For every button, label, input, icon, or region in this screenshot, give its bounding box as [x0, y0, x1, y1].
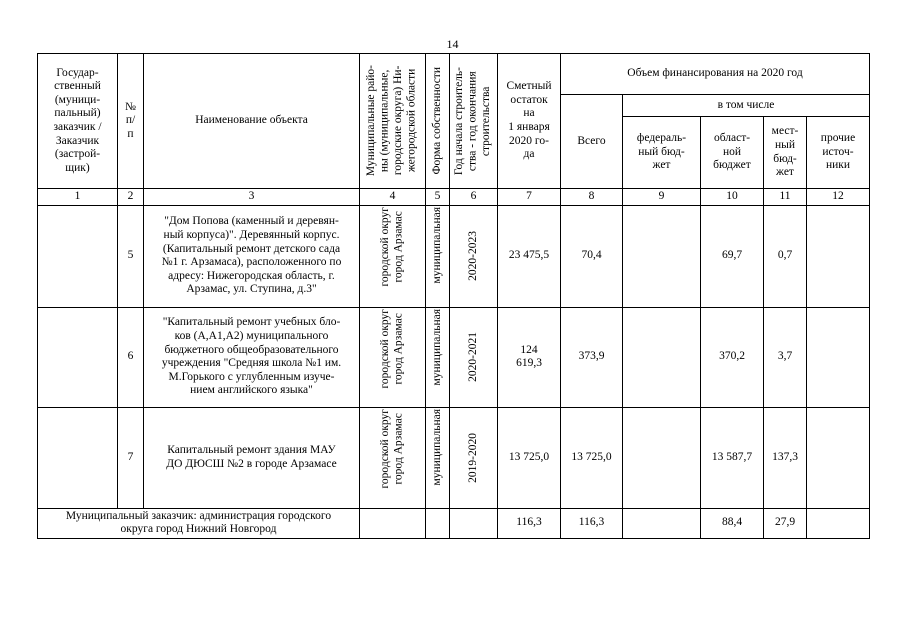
- local-value: 137,3: [764, 407, 807, 508]
- summary-federal: [623, 508, 701, 538]
- col-number: 9: [623, 189, 701, 206]
- estimate-value: 124 619,3: [498, 307, 561, 407]
- estimate-value: 23 475,5: [498, 205, 561, 307]
- table-row: [38, 205, 870, 307]
- ownership: муниципальная: [426, 407, 450, 508]
- object-name: Капитальный ремонт здания МАУ ДО ДЮСШ №2 в городе Арзамасе: [144, 407, 360, 508]
- ownership: муниципальная: [426, 307, 450, 407]
- customer-cell: [38, 307, 118, 407]
- header-row-1: [38, 54, 870, 95]
- object-name: "Дом Попова (каменный и деревян- ный корпуса)". Деревянный корпус. (Капитальный ремонт детского сада №1 г. Арзамаса), расположенного по адресу: Нижегородская область, г. Арзамас, ул. Ступина, д.3": [144, 205, 360, 307]
- col-number: 11: [764, 189, 807, 206]
- header-estimate: Сметный остаток на 1 января 2020 го- да: [498, 54, 561, 189]
- col-number: 4: [360, 189, 426, 206]
- district: городской округ город Арзамас: [360, 407, 426, 508]
- col-number: 7: [498, 189, 561, 206]
- column-number-row: [38, 189, 870, 206]
- header-federal: федераль- ный бюд- жет: [623, 117, 701, 189]
- customer-cell: [38, 407, 118, 508]
- total-value: 13 725,0: [561, 407, 623, 508]
- local-value: 0,7: [764, 205, 807, 307]
- header-districts: Муниципальные райо- ны (муниципальные, городские округа) Ни- жегородской области: [360, 54, 426, 189]
- col-number: 8: [561, 189, 623, 206]
- summary-label: Муниципальный заказчик: администрация городского округа город Нижний Новгород: [38, 508, 360, 538]
- total-value: 373,9: [561, 307, 623, 407]
- regional-value: 69,7: [701, 205, 764, 307]
- header-regional: област- ной бюджет: [701, 117, 764, 189]
- federal-value: [623, 205, 701, 307]
- federal-value: [623, 407, 701, 508]
- summary-local: 27,9: [764, 508, 807, 538]
- table-row: [38, 407, 870, 508]
- header-ownership: Форма собственности: [426, 54, 450, 189]
- summary-total: 116,3: [561, 508, 623, 538]
- header-customer: Государ- ственный (муници- пальный) заказчик / Заказчик (застрой- щик): [38, 54, 118, 189]
- summary-estimate: 116,3: [498, 508, 561, 538]
- col-number: 12: [807, 189, 870, 206]
- header-other: прочие источ- ники: [807, 117, 870, 189]
- years: 2020-2021: [450, 307, 498, 407]
- header-financing: Объем финансирования на 2020 год: [561, 54, 870, 95]
- district: городской округ город Арзамас: [360, 205, 426, 307]
- summary-empty: [450, 508, 498, 538]
- other-value: [807, 205, 870, 307]
- header-local: мест- ный бюд- жет: [764, 117, 807, 189]
- page-number: 14: [446, 37, 459, 51]
- col-number: 3: [144, 189, 360, 206]
- col-number: 5: [426, 189, 450, 206]
- object-name: "Капитальный ремонт учебных бло- ков (А,А1,А2) муниципального бюджетного общеобразовательного учреждения "Средняя школа №1 им. М.Горького с углубленным изуче- нием английского языка": [144, 307, 360, 407]
- header-including: в том числе: [623, 95, 870, 117]
- regional-value: 13 587,7: [701, 407, 764, 508]
- financing-table: [37, 53, 870, 539]
- header-num: № п/ п: [118, 54, 144, 189]
- district: городской округ город Арзамас: [360, 307, 426, 407]
- row-number: 6: [118, 307, 144, 407]
- regional-value: 370,2: [701, 307, 764, 407]
- header-object-name: Наименование объекта: [144, 54, 360, 189]
- header-years: Год начала строитель- ства - год окончания строительства: [450, 54, 498, 189]
- local-value: 3,7: [764, 307, 807, 407]
- summary-empty: [360, 508, 426, 538]
- ownership: муниципальная: [426, 205, 450, 307]
- years: 2020-2023: [450, 205, 498, 307]
- col-number: 2: [118, 189, 144, 206]
- summary-row: [38, 508, 870, 538]
- row-number: 5: [118, 205, 144, 307]
- summary-other: [807, 508, 870, 538]
- summary-empty: [426, 508, 450, 538]
- years: 2019-2020: [450, 407, 498, 508]
- estimate-value: 13 725,0: [498, 407, 561, 508]
- summary-regional: 88,4: [701, 508, 764, 538]
- customer-cell: [38, 205, 118, 307]
- table-row: [38, 307, 870, 407]
- row-number: 7: [118, 407, 144, 508]
- header-total: Всего: [561, 95, 623, 189]
- other-value: [807, 407, 870, 508]
- col-number: 10: [701, 189, 764, 206]
- other-value: [807, 307, 870, 407]
- federal-value: [623, 307, 701, 407]
- col-number: 6: [450, 189, 498, 206]
- col-number: 1: [38, 189, 118, 206]
- total-value: 70,4: [561, 205, 623, 307]
